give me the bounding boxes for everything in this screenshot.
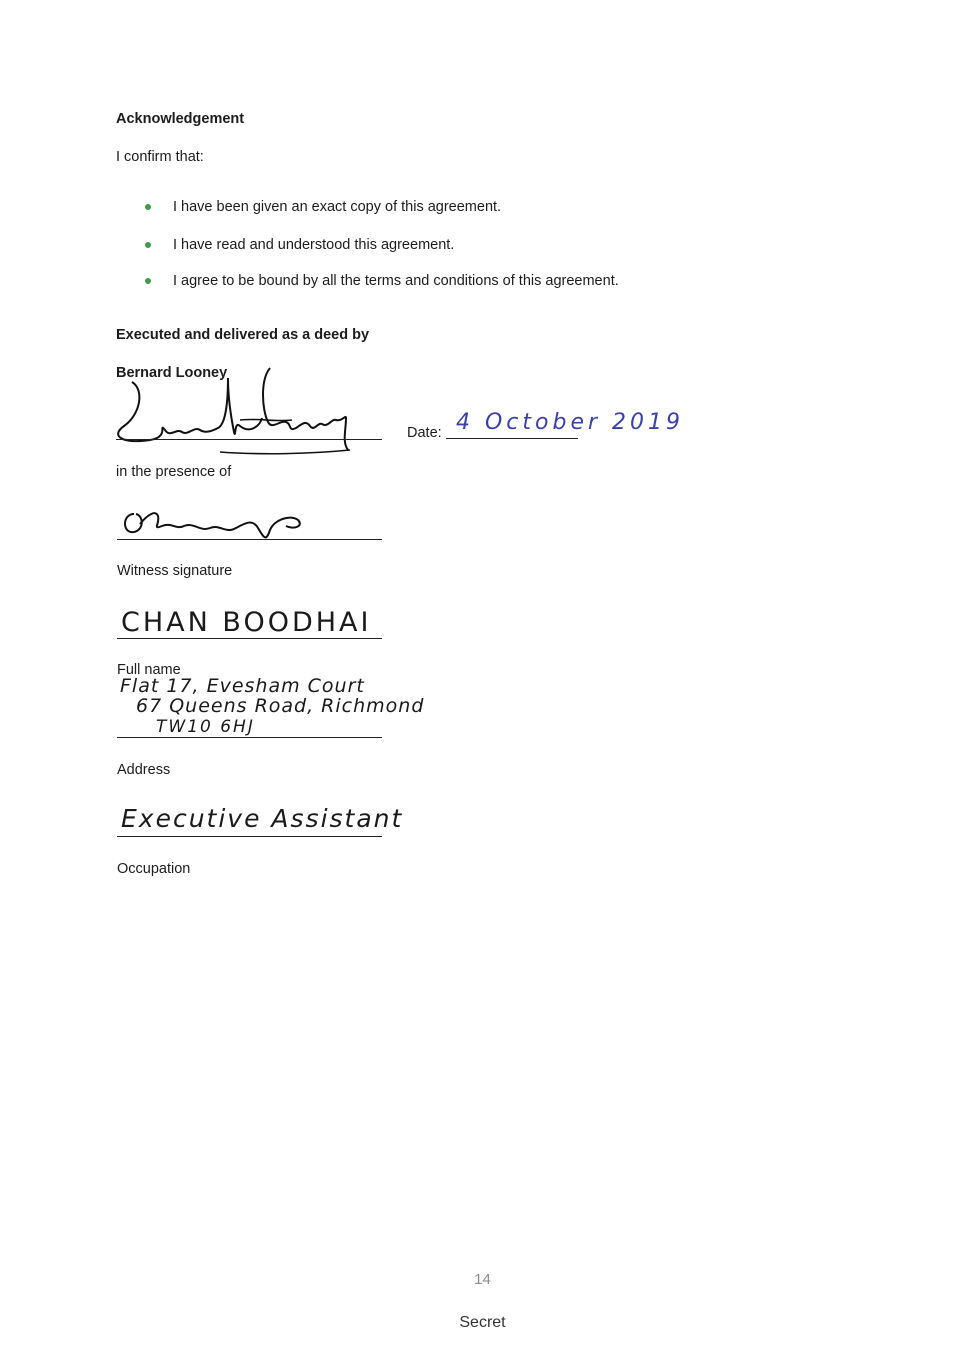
signatory-signature bbox=[110, 360, 370, 460]
date-line bbox=[446, 438, 578, 439]
date-label: Date: bbox=[407, 425, 442, 441]
address-line-3: TW10 6HJ bbox=[156, 717, 255, 737]
occupation-line bbox=[117, 836, 382, 837]
witness-signature-line bbox=[117, 539, 382, 540]
occupation-label: Occupation bbox=[117, 861, 191, 877]
bullet-icon bbox=[145, 204, 151, 210]
bullet-icon bbox=[145, 242, 151, 248]
full-name-handwritten: CHAN BOODHAI bbox=[121, 607, 372, 638]
address-line-2: 67 Queens Road, Richmond bbox=[136, 695, 425, 717]
signatory-name: Bernard Looney bbox=[116, 365, 228, 381]
presence-label: in the presence of bbox=[116, 464, 232, 480]
address-line bbox=[117, 737, 382, 738]
full-name-label: Full name bbox=[117, 662, 181, 678]
address-label: Address bbox=[117, 762, 171, 778]
full-name-line bbox=[117, 638, 382, 639]
classification-label: Secret bbox=[459, 1314, 506, 1331]
occupation-handwritten: Executive Assistant bbox=[121, 804, 404, 833]
list-item bbox=[145, 199, 501, 215]
witness-signature-label: Witness signature bbox=[117, 563, 233, 579]
address-line-1: Flat 17, Evesham Court bbox=[120, 675, 365, 697]
list-item bbox=[145, 273, 619, 289]
list-item-text: I have read and understood this agreement. bbox=[173, 237, 455, 253]
signatory-signature-line bbox=[116, 439, 382, 440]
list-item-text: I agree to be bound by all the terms and conditions of this agreement. bbox=[173, 273, 619, 289]
deed-heading: Executed and delivered as a deed by bbox=[116, 327, 370, 343]
bullet-icon bbox=[145, 278, 151, 284]
page-number: 14 bbox=[474, 1271, 491, 1288]
acknowledgement-heading: Acknowledgement bbox=[116, 111, 245, 127]
list-item bbox=[145, 237, 454, 253]
confirm-intro: I confirm that: bbox=[116, 149, 204, 165]
list-item-text: I have been given an exact copy of this agreement. bbox=[173, 199, 502, 215]
date-handwritten: 4 October 2019 bbox=[456, 410, 685, 435]
